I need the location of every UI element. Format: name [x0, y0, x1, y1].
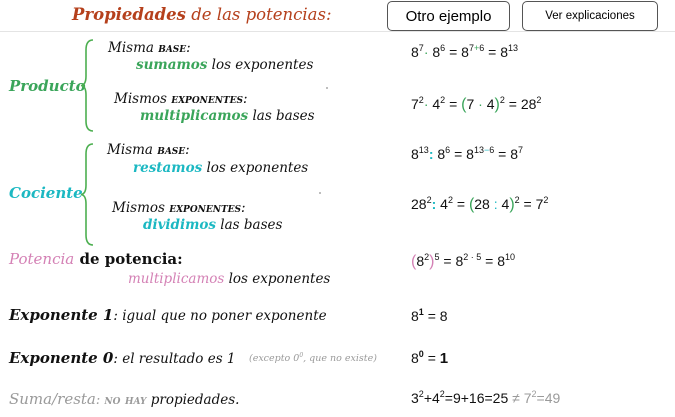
header-divider [0, 31, 675, 32]
potencia-formula: $(8^2)^5 = 8^{2 \cdot 5} = 8^{10}$ [411, 252, 516, 270]
otro-ejemplo-button[interactable]: Otro ejemplo [387, 1, 510, 31]
producto-label: Producto [9, 77, 86, 95]
cociente-exp-line2: dividimos las bases [143, 217, 283, 233]
stray-dot [319, 192, 321, 194]
cociente-base-line2: restamos los exponentes [133, 160, 309, 176]
producto-base-line1: Misma base: [108, 40, 191, 56]
page-title: Propiedades de las potencias: [72, 5, 332, 24]
suma-resta-row: Suma/resta: no hay propiedades. [9, 390, 240, 408]
ver-explicaciones-button[interactable]: Ver explicaciones [522, 1, 658, 31]
producto-base-line2: sumamos los exponentes [136, 57, 314, 73]
potencia-label: Potencia de potencia: [9, 250, 183, 268]
exponente-1-formula: $8^1 = 8$ [411, 307, 448, 324]
suma-resta-formula: $3^2+4^2=9+16=25 \ne 7^2=49$ [411, 389, 561, 406]
producto-brace-icon [80, 38, 96, 133]
cociente-base-line1: Misma base: [107, 142, 190, 158]
cociente-brace-icon [80, 142, 96, 247]
cociente-label: Cociente [9, 184, 83, 202]
producto-formula-1: $8^7\cdot 8^6 = 8^{7+6} = 8^{13}$ [411, 43, 518, 60]
exponente-0-note: (excepto $0^0$, que no existe) [249, 352, 377, 364]
exponente-0-formula: $8^0 = 1$ [411, 349, 449, 367]
producto-exp-line2: multiplicamos las bases [140, 108, 315, 124]
potencia-line2: multiplicamos los exponentes [128, 271, 331, 287]
cociente-formula-2: $28^2$: $4^2 = (28$ : $4)^2 = 7^2$ [411, 195, 549, 213]
producto-exp-line1: Mismos exponentes: [114, 91, 248, 107]
cociente-exp-line1: Mismos exponentes: [112, 200, 246, 216]
stray-dot [326, 87, 328, 89]
exponente-0-row: Exponente 0: el resultado es 1 [9, 349, 236, 367]
exponente-1-row: Exponente 1: igual que no poner exponente [9, 306, 327, 324]
cociente-formula-1: $8^{13}$: $8^6 = 8^{13-6} = 8^7$ [411, 145, 523, 162]
producto-formula-2: $7^2\cdot 4^2 = (7 \cdot 4)^2 = 28^2$ [411, 95, 542, 113]
